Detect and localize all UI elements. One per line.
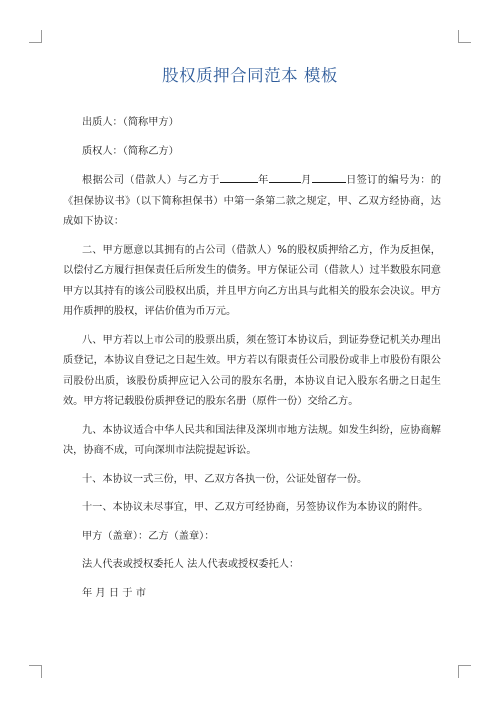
crop-mark-top-right (458, 30, 471, 43)
year-blank (220, 170, 258, 183)
date-place-line: 年 月 日 于 市 (82, 587, 146, 599)
intro-text-3: 月 (300, 175, 312, 186)
intro-text-2: 年 (257, 175, 269, 186)
clause-2: 二、甲方愿意以其拥有的占公司（借款人）%的股权质押给乙方，作为反担保，以偿付乙方履行担保责任后所发生的债务。甲方保证公司（借款人）过半数股东同意甲方以其持有的该公司股权出质，并且甲方向乙方出具与此相关的股东会决议。甲方用作质押的股权，评估价值为币万元。 (63, 244, 441, 317)
clause-10: 十、本协议一式三份，甲、乙双方各执一份，公证处留存一份。 (82, 473, 368, 485)
pledgor-line: 出质人：（简称甲方） (82, 117, 179, 128)
representatives-line: 法人代表或授权委托人 法人代表或授权委托人： (82, 559, 300, 570)
month-blank (269, 170, 301, 183)
document-title: 股权质押合同范本 模板 (162, 66, 338, 85)
day-blank (312, 170, 346, 183)
crop-mark-bottom-right (458, 665, 471, 678)
clause-9: 九、本协议适合中华人民共和国法律及深圳市地方法规。如发生纠纷，应协商解决，协商不成，可向深圳市法院提起诉讼。 (63, 424, 441, 456)
pledgee-line: 质权人：（简称乙方） (82, 145, 179, 157)
crop-mark-bottom-left (29, 665, 42, 678)
intro-text-1: 根据公司（借款人）与乙方于 (82, 175, 220, 186)
clause-11: 十一、本协议未尽事宜，甲、乙双方可经协商，另签协议作为本协议的附件。 (82, 502, 429, 513)
intro-paragraph (63, 170, 441, 233)
intro-text-4: 日签订的编号为：的《担保协议书》（以下简称担保书）中第一条第二款之规定，甲、乙双方经协商，达成如下协议： (63, 175, 442, 227)
document-body (63, 113, 441, 604)
clause-8: 八、甲方若以上市公司的股票出质，须在签订本协议后，到证券登记机关办理出质登记，本协议自登记之日起生效。甲方若以有限责任公司股份或非上市股份有限公司股份出质，该股份质押应记入公司的股东名册，本协议自记入股东名册之日起生效。甲方将记载股份质押登记的股东名册（原件一份）交给乙方。 (63, 334, 441, 407)
crop-mark-top-left (29, 30, 42, 43)
seal-line: 甲方（盖章）：乙方（盖章）： (82, 530, 215, 542)
